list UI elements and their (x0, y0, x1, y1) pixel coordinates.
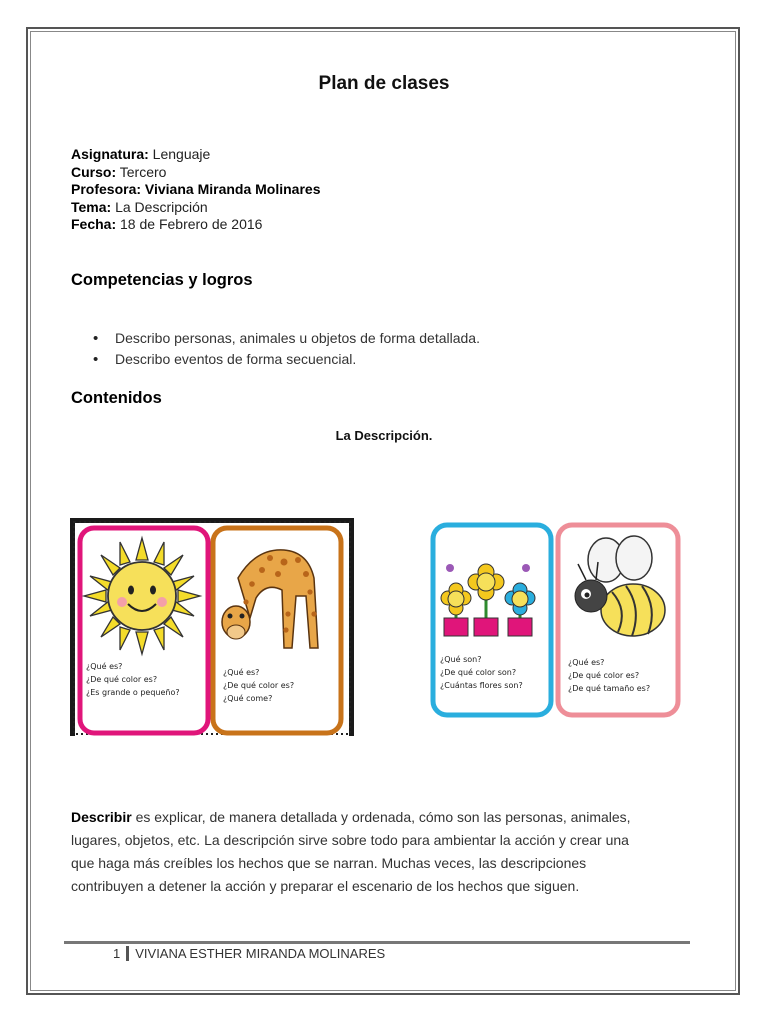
sun-question-2: ¿De qué color es? (86, 675, 158, 684)
meta-asignatura: Asignatura: Lenguaje (71, 146, 211, 162)
flowers-question-2: ¿De qué color son? (440, 668, 517, 677)
giraffe-question-3: ¿Qué come? (223, 694, 273, 703)
competencias-list (93, 328, 480, 370)
paragraph-line-2: lugares, objetos, etc. La descripción sirve sobre todo para ambientar la acción y crear una (71, 832, 629, 848)
page-title: Plan de clases (318, 73, 450, 94)
competencias-heading: Competencias y logros (71, 271, 253, 289)
sun-question-1: ¿Qué es? (86, 662, 123, 671)
flowers-question-3: ¿Cuántas flores son? (440, 681, 523, 690)
meta-fecha: Fecha: 18 de Febrero de 2016 (71, 216, 263, 232)
paragraph-line-4: contribuyen a detener la acción y preparar el escenario de los hechos que siguen. (71, 878, 580, 894)
sun-question-3: ¿Es grande o pequeño? (86, 688, 180, 697)
flowers-bee-cards-image (428, 520, 684, 720)
page-footer (113, 946, 385, 961)
giraffe-question-2: ¿De qué color es? (223, 681, 295, 690)
flowers-question-1: ¿Qué son? (440, 655, 482, 664)
meta-tema: Tema: La Descripción (71, 198, 208, 215)
bee-question-1: ¿Qué es? (568, 658, 605, 667)
description-paragraph (71, 806, 691, 898)
footer-author: VIVIANA ESTHER MIRANDA MOLINARES (135, 946, 386, 961)
bee-question-2: ¿De qué color es? (568, 671, 640, 680)
meta-curso: Curso: Tercero (71, 163, 167, 180)
bee-card (558, 525, 678, 715)
sun-card (80, 528, 208, 733)
paragraph-bold-term: Describir (71, 809, 132, 825)
list-item: • Describo eventos de forma secuencial. (93, 349, 480, 370)
sun-giraffe-cards-image (70, 518, 354, 736)
page-number: 1 (113, 946, 129, 961)
footer-divider (64, 941, 690, 944)
paragraph-line-3: que haga más creíbles los hechos que se narran. Muchas veces, las descripciones (71, 855, 587, 871)
bee-question-3: ¿De qué tamaño es? (568, 684, 651, 693)
giraffe-question-1: ¿Qué es? (223, 668, 260, 677)
contenidos-heading: Contenidos (71, 389, 162, 407)
paragraph-line-1: es explicar, de manera detallada y ordenada, cómo son las personas, animales, (131, 809, 631, 825)
flowers-card (433, 525, 551, 715)
sun-icon (84, 538, 200, 654)
meta-profesora: Profesora: Viviana Miranda Molinares (71, 181, 321, 197)
giraffe-card (213, 528, 341, 733)
class-metadata (71, 146, 321, 234)
section-subheading: La Descripción. (335, 428, 433, 443)
list-item: • Describo personas, animales u objetos de forma detallada. (93, 328, 480, 349)
